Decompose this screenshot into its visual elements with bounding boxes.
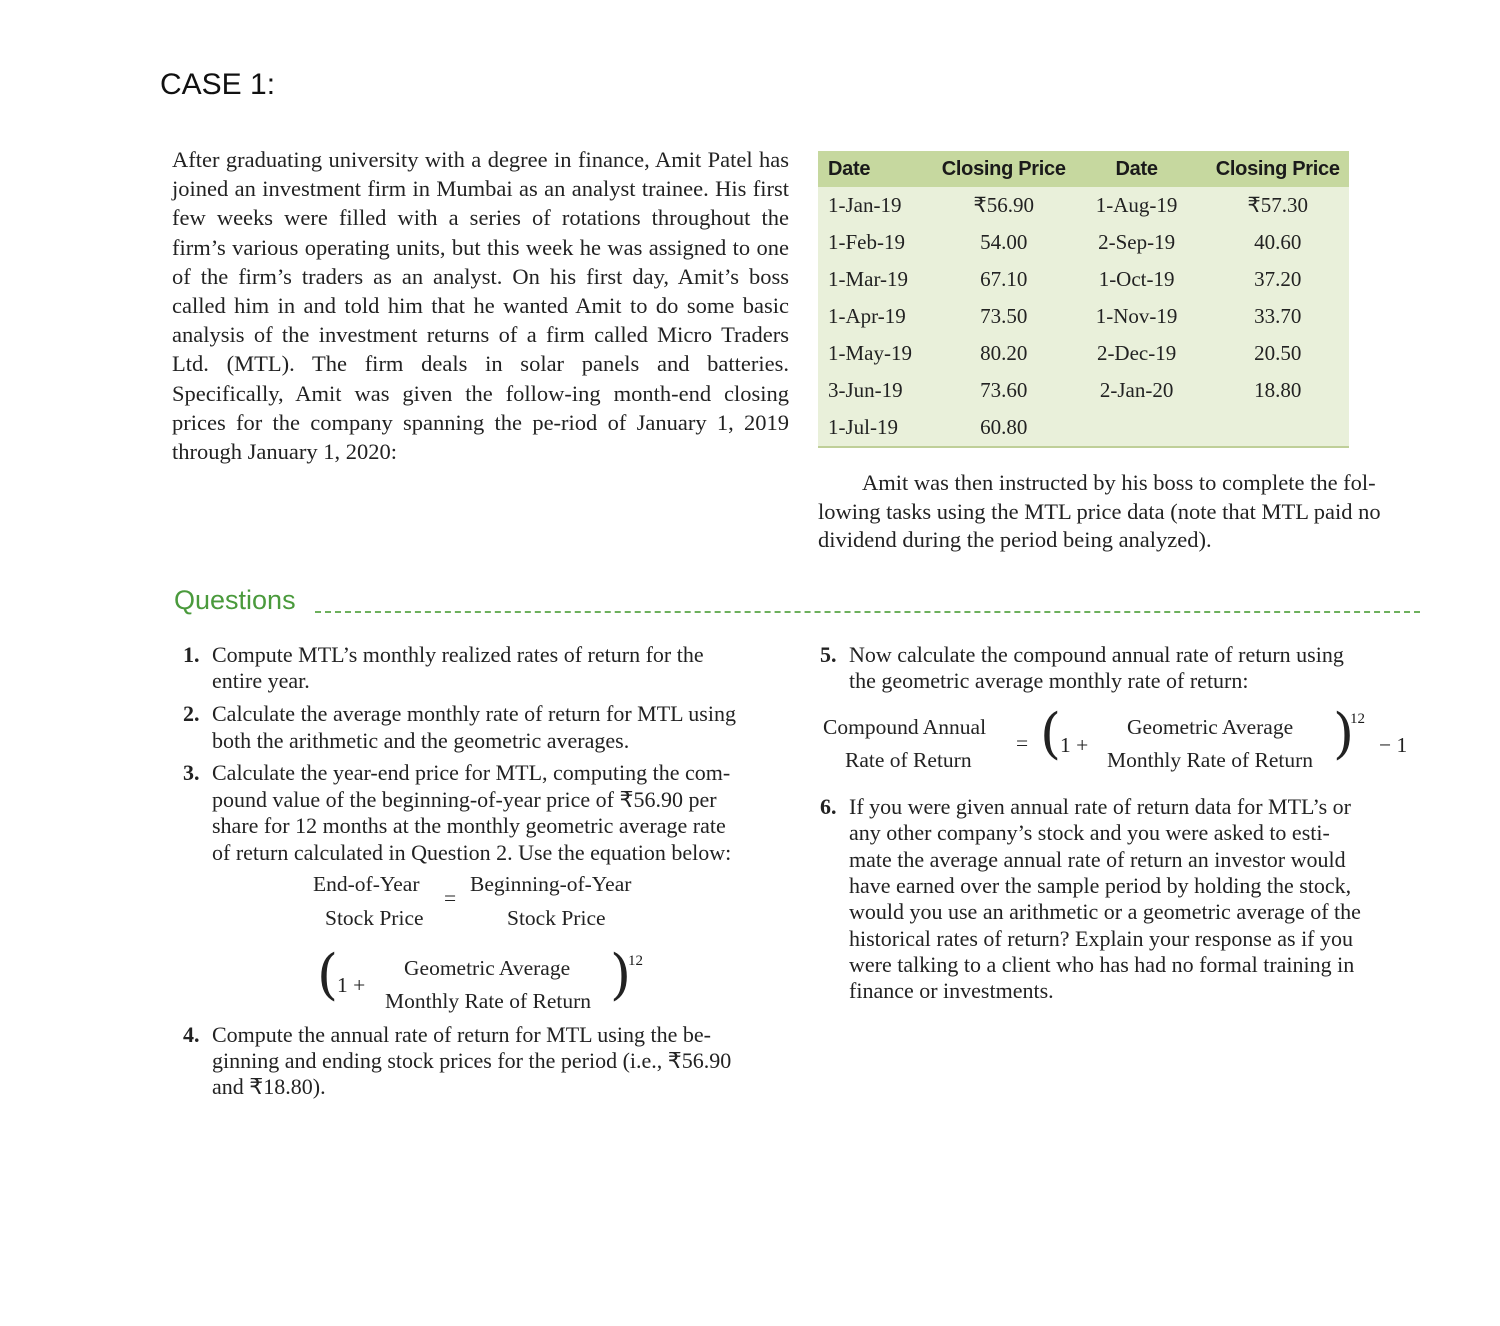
eq5-lhs-bottom: Rate of Return	[845, 748, 972, 772]
eq5-one-plus: 1 +	[1060, 733, 1089, 757]
table-row	[818, 372, 1349, 409]
table-cell: ₹57.30	[1247, 193, 1309, 217]
table-cell: 1-Feb-19	[828, 230, 905, 254]
eq5-frac-bottom: Monthly Rate of Return	[1107, 748, 1314, 772]
table-cell: 2-Sep-19	[1098, 230, 1176, 254]
question-line: the geometric average monthly rate of return:	[849, 668, 1249, 693]
question-line: Compute the annual rate of return for MTL using the be-	[212, 1022, 711, 1047]
question-number: 5.	[820, 642, 837, 667]
table-cell: 1-Apr-19	[828, 304, 906, 328]
eq5-exponent: 12	[1350, 711, 1365, 727]
header-closing-price-2: Closing Price	[1206, 151, 1349, 187]
table-cell: 1-Aug-19	[1095, 193, 1178, 217]
question-number: 4.	[183, 1022, 200, 1047]
question-line: mate the average annual rate of return an investor would	[849, 846, 1346, 872]
table-cell	[1067, 409, 1207, 447]
eq3-left-paren: (	[317, 943, 339, 1006]
table-cell: 60.80	[980, 415, 1028, 439]
question-line: ginning and ending stock prices for the period (i.e., ₹56.90	[212, 1048, 732, 1073]
eq3-frac-top: Geometric Average	[404, 956, 571, 980]
question-line: have earned over the sample period by holding the stock,	[849, 872, 1352, 898]
question-line: Calculate the average monthly rate of return for MTL using	[212, 701, 736, 726]
table-cell: 20.50	[1254, 341, 1302, 365]
table-cell: 40.60	[1254, 230, 1302, 254]
question-line: Now calculate the compound annual rate of return using	[849, 642, 1344, 667]
eq3-lhs-top: End-of-Year	[313, 872, 420, 896]
header-date-1: Date	[818, 151, 941, 187]
eq3-rhs-top: Beginning-of-Year	[470, 872, 632, 896]
question-line: of return calculated in Question 2. Use the equation below:	[212, 839, 732, 865]
table-cell: 1-Jan-19	[828, 193, 902, 217]
eq3-right-paren: )	[610, 943, 632, 1006]
question-line: Calculate the year-end price for MTL, computing the com-	[212, 760, 731, 785]
question-number: 6.	[820, 794, 837, 819]
table-cell: 54.00	[980, 230, 1028, 254]
eq3-one-plus: 1 +	[337, 973, 366, 997]
table-cell: 3-Jun-19	[828, 378, 903, 402]
question-number: 2.	[183, 701, 200, 726]
table-cell: 1-Nov-19	[1095, 304, 1178, 328]
table-cell: 73.50	[980, 304, 1028, 328]
questions-heading: Questions	[174, 585, 296, 615]
question-line: share for 12 months at the monthly geometric average rate	[212, 813, 726, 838]
table-row	[818, 261, 1349, 298]
eq3-equals: =	[444, 886, 457, 910]
table-cell: 1-Jul-19	[828, 415, 898, 439]
eq5-minus-one: − 1	[1379, 733, 1408, 757]
table-cell: 67.10	[980, 267, 1028, 291]
case-title: CASE 1:	[160, 68, 276, 101]
eq5-lhs-top: Compound Annual	[823, 715, 987, 739]
table-cell: 1-May-19	[828, 341, 912, 365]
table-row	[818, 224, 1349, 261]
eq5-equals: =	[1016, 731, 1029, 755]
question-line: If you were given annual rate of return data for MTL’s or	[849, 794, 1351, 819]
question-line: pound value of the beginning-of-year price of ₹56.90 per	[212, 786, 717, 812]
questions-divider	[315, 611, 1420, 613]
table-cell: 33.70	[1254, 304, 1302, 328]
eq3-frac-bottom: Monthly Rate of Return	[385, 989, 592, 1013]
question-line: were talking to a client who has had no formal training in	[849, 951, 1355, 977]
question-number: 1.	[183, 642, 200, 667]
table-row	[818, 298, 1349, 335]
table-row	[818, 409, 1349, 447]
eq5-left-paren: (	[1040, 702, 1062, 765]
question-line: Compute MTL’s monthly realized rates of return for the	[212, 642, 704, 667]
eq3-exponent: 12	[628, 953, 643, 969]
table-cell: ₹56.90	[973, 193, 1035, 217]
table-cell: 2-Jan-20	[1099, 378, 1174, 402]
question-line: any other company’s stock and you were asked to esti-	[849, 820, 1330, 846]
question-number: 3.	[183, 760, 200, 785]
question-line: entire year.	[212, 668, 310, 693]
eq3-rhs-bottom: Stock Price	[507, 906, 606, 930]
table-row	[818, 187, 1349, 224]
table-cell: 18.80	[1254, 378, 1302, 402]
eq3-lhs-bottom: Stock Price	[325, 906, 424, 930]
eq5-frac-top: Geometric Average	[1127, 715, 1294, 739]
price-table	[818, 151, 1349, 448]
table-cell: 73.60	[980, 378, 1028, 402]
question-line: would you use an arithmetic or a geometric average of the	[849, 899, 1361, 925]
table-cell	[1206, 409, 1349, 447]
table-cell: 2-Dec-19	[1096, 341, 1177, 365]
question-line: finance or investments.	[849, 978, 1054, 1004]
table-header-row	[818, 151, 1349, 187]
table-cell: 37.20	[1254, 267, 1302, 291]
question-line: and ₹18.80).	[212, 1074, 326, 1099]
table-cell: 1-Mar-19	[828, 267, 909, 291]
table-cell: 80.20	[980, 341, 1028, 365]
table-row	[818, 335, 1349, 372]
eq5-right-paren: )	[1333, 702, 1355, 765]
intro-paragraph: After graduating university with a degree in finance, Amit Patel has joined an investment firm in Mumbai as an analyst trainee. His first few weeks were filled with a series of rotations throughout the firm’s various operating units, but this week he was assigned to one of the firm’s traders as an analyst. On his first day, Amit’s boss called him in and told him that he wanted Amit to do some basic analysis of the investment returns of a firm called Micro Traders Ltd. (MTL). The firm deals in solar panels and batteries. Specifically, Amit was given the follow-ing month-end closing prices for the company spanning the pe-riod of January 1, 2019 through January 1, 2020:	[172, 147, 789, 465]
header-date-2: Date	[1067, 151, 1207, 187]
question-line: both the arithmetic and the geometric averages.	[212, 728, 630, 753]
table-cell: 1-Oct-19	[1098, 267, 1175, 291]
question-line: historical rates of return? Explain your response as if you	[849, 925, 1354, 951]
header-closing-price-1: Closing Price	[941, 151, 1067, 187]
instruction-paragraph: Amit was then instructed by his boss to complete the fol-lowing tasks using the MTL price data (note that MTL paid no dividend during the period being analyzed).	[818, 470, 1381, 553]
